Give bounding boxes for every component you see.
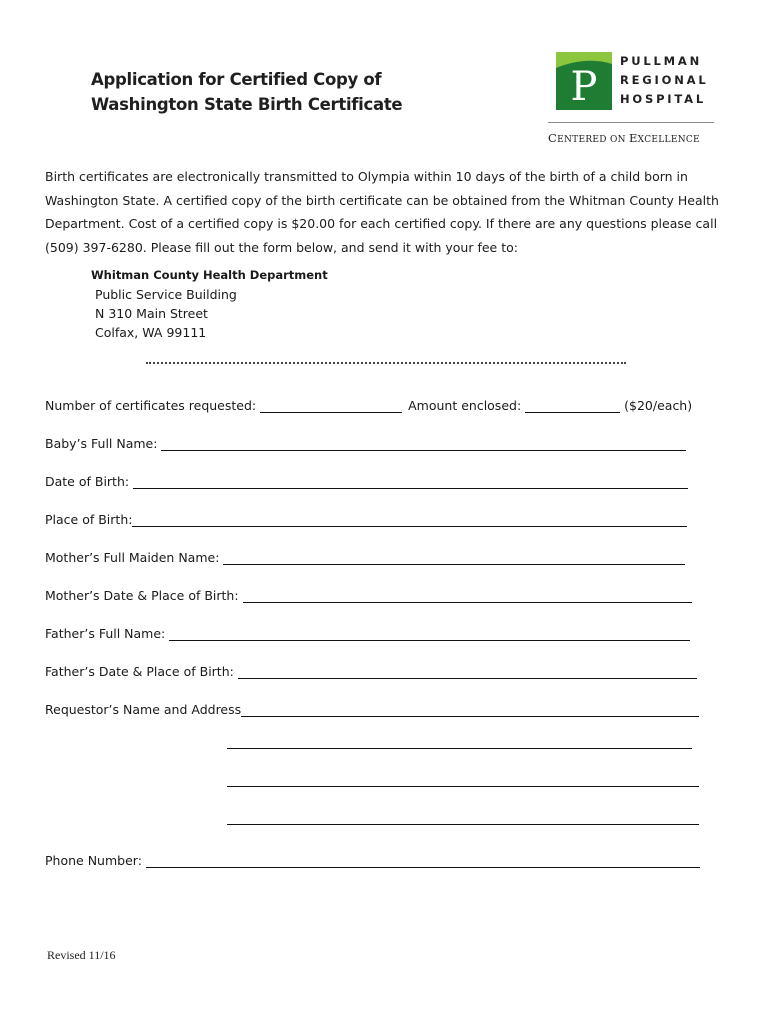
requestor-address-field-1[interactable] bbox=[241, 702, 699, 717]
intro-line-2: Washington State. A certified copy of the birth certificate can be obtained from the Whitman County Health bbox=[45, 192, 719, 208]
logo-word-hospital: HOSPITAL bbox=[620, 92, 706, 106]
form-row-phone bbox=[45, 848, 700, 868]
num-certificates-label: Number of certificates requested: bbox=[45, 398, 261, 413]
place-of-birth-label: Place of Birth: bbox=[45, 512, 133, 527]
intro-line-4: (509) 397-6280. Please fill out the form below, and send it with your fee to: bbox=[45, 239, 518, 255]
father-date-place-label: Father’s Date & Place of Birth: bbox=[45, 664, 238, 679]
section-divider bbox=[146, 362, 626, 364]
form-row-pob bbox=[45, 507, 687, 527]
date-of-birth-field[interactable] bbox=[133, 474, 688, 489]
tagline-entered: ENTERED ON bbox=[557, 135, 629, 145]
intro-line-3: Department. Cost of a certified copy is $20.00 for each certified copy. If there are any questions please call bbox=[45, 216, 718, 231]
phone-number-label: Phone Number: bbox=[45, 853, 146, 868]
date-of-birth-label: Date of Birth: bbox=[45, 474, 134, 489]
logo-divider bbox=[548, 122, 714, 123]
mother-date-place-label: Mother’s Date & Place of Birth: bbox=[45, 588, 243, 603]
requestor-label: Requestor’s Name and Address bbox=[45, 702, 242, 717]
requestor-address-field-3[interactable] bbox=[227, 772, 699, 787]
intro-line-1: Birth certificates are electronically transmitted to Olympia within 10 days of the birth of a child born in bbox=[45, 169, 688, 184]
place-of-birth-field[interactable] bbox=[132, 512, 687, 527]
mother-maiden-name-field[interactable] bbox=[223, 550, 685, 565]
father-date-place-field[interactable] bbox=[238, 664, 697, 679]
requestor-address-field-4[interactable] bbox=[227, 810, 699, 825]
logo-letter: P bbox=[570, 64, 598, 110]
tagline-E: E bbox=[628, 131, 638, 145]
hospital-logo-mark bbox=[556, 52, 612, 110]
address-heading: Whitman County Health Department bbox=[91, 268, 328, 282]
mother-date-place-field[interactable] bbox=[243, 588, 692, 603]
form-row-certificates bbox=[45, 393, 692, 413]
form-row-mother-dob bbox=[45, 583, 692, 603]
num-certificates-field[interactable] bbox=[260, 398, 402, 413]
mother-maiden-name-label: Mother’s Full Maiden Name: bbox=[45, 550, 224, 565]
address-line-1: Public Service Building bbox=[95, 287, 237, 302]
father-name-label: Father’s Full Name: bbox=[45, 626, 170, 641]
form-row-baby-name bbox=[45, 431, 686, 451]
tagline-xcellence: XCELLENCE bbox=[637, 135, 700, 145]
amount-enclosed-field[interactable] bbox=[525, 398, 620, 413]
address-line-3: Colfax, WA 99111 bbox=[95, 325, 207, 340]
requestor-address-field-2[interactable] bbox=[227, 734, 692, 749]
form-row-father-name bbox=[45, 621, 690, 641]
form-row-requestor bbox=[45, 697, 699, 717]
mailing-address bbox=[95, 285, 237, 342]
baby-name-field[interactable] bbox=[161, 436, 686, 451]
form-row-father-dob bbox=[45, 659, 697, 679]
logo-word-pullman: PULLMAN bbox=[620, 54, 702, 68]
address-line-2: N 310 Main Street bbox=[95, 306, 208, 321]
hospital-logo bbox=[548, 52, 716, 152]
price-note: ($20/each) bbox=[624, 398, 693, 413]
logo-word-regional: REGIONAL bbox=[620, 73, 709, 87]
form-row-dob bbox=[45, 469, 688, 489]
logo-tagline bbox=[548, 131, 700, 145]
father-name-field[interactable] bbox=[169, 626, 690, 641]
intro-paragraph bbox=[45, 165, 725, 259]
tagline-C: C bbox=[548, 131, 558, 145]
form-row-mother-maiden bbox=[45, 545, 685, 565]
phone-number-field[interactable] bbox=[146, 853, 700, 868]
page-title bbox=[91, 67, 402, 117]
amount-enclosed-label: Amount enclosed: bbox=[408, 398, 526, 413]
title-line-1: Application for Certified Copy of bbox=[91, 70, 382, 89]
title-line-2: Washington State Birth Certificate bbox=[91, 95, 403, 114]
baby-name-label: Baby’s Full Name: bbox=[45, 436, 162, 451]
revision-note: Revised 11/16 bbox=[47, 948, 116, 962]
